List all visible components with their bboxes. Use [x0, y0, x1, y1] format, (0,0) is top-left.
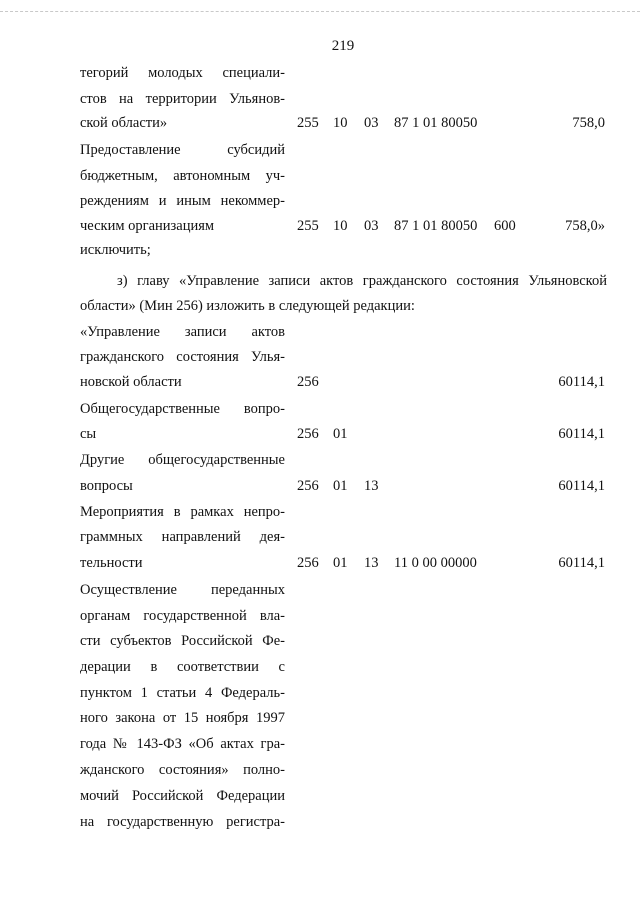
row-description-line: стов на территории Ульянов-: [80, 91, 285, 107]
row-description-line: граммных направлений дея-: [80, 529, 285, 545]
row-description-line: дерации в соответствии с: [80, 659, 285, 675]
row-description-line: бюджетным, автономным уч-: [80, 168, 285, 184]
row-description-line: ного закона от 15 ноября 1997: [80, 710, 285, 726]
row-description-line: года № 143-ФЗ «Об актах гра-: [80, 736, 285, 752]
cell-ved: 256: [297, 426, 319, 442]
row-description-line: пунктом 1 статьи 4 Федераль-: [80, 685, 285, 701]
row-description-line: мочий Российской Федерации: [80, 788, 285, 804]
cell-ved: 256: [297, 555, 319, 571]
row-description-line: ской области»: [80, 115, 168, 131]
row-description-line: жданского состояния» полно-: [80, 762, 285, 778]
row-description-line: Другие общегосударственные: [80, 452, 285, 468]
cell-pr: 03: [364, 115, 379, 131]
row-description-line: сы: [80, 426, 97, 442]
cell-ved: 256: [297, 478, 319, 494]
cell-vr: 600: [494, 218, 516, 234]
cell-pr: 13: [364, 478, 379, 494]
row-description-line: Предоставление субсидий: [80, 142, 285, 158]
cell-ved: 255: [297, 218, 319, 234]
cell-csr: 11 0 00 00000: [394, 555, 477, 571]
exclude-text: исключить;: [80, 242, 151, 258]
row-description-line: сти субъектов Российской Фе-: [80, 633, 285, 649]
cell-pr: 03: [364, 218, 379, 234]
row-description-line: вопросы: [80, 478, 133, 494]
row-description-line: Общегосударственные вопро-: [80, 401, 285, 417]
cell-rz: 01: [333, 478, 348, 494]
cell-rz: 10: [333, 218, 348, 234]
cell-rz: 10: [333, 115, 348, 131]
cell-sum: 60114,1: [558, 478, 605, 494]
cell-csr: 87 1 01 80050: [394, 115, 478, 131]
page-number: 219: [331, 38, 355, 54]
cell-sum: 60114,1: [558, 374, 605, 390]
row-description-line: Мероприятия в рамках непро-: [80, 504, 285, 520]
cell-csr: 87 1 01 80050: [394, 218, 478, 234]
cell-sum: 60114,1: [558, 426, 605, 442]
cell-ved: 255: [297, 115, 319, 131]
cell-rz: 01: [333, 426, 348, 442]
paragraph-line: области» (Мин 256) изложить в следующей редакции:: [80, 298, 415, 314]
row-description-line: ческим организациям: [80, 218, 215, 234]
row-description-line: «Управление записи актов: [80, 324, 285, 340]
paragraph-line: з) главу «Управление записи актов гражданского состояния Ульяновской: [117, 273, 607, 289]
row-description-line: органам государственной вла-: [80, 608, 285, 624]
row-description-line: тельности: [80, 555, 143, 571]
row-description-line: тегорий молодых специали-: [80, 65, 285, 81]
row-description-line: реждениям и иным некоммер-: [80, 193, 285, 209]
row-description-line: на государственную регистра-: [80, 814, 285, 830]
cell-ved: 256: [297, 374, 319, 390]
cell-sum: 60114,1: [558, 555, 605, 571]
row-description-line: Осуществление переданных: [80, 582, 285, 598]
row-description-line: новской области: [80, 374, 182, 390]
cell-sum: 758,0»: [565, 218, 605, 234]
cell-rz: 01: [333, 555, 348, 571]
row-description-line: гражданского состояния Улья-: [80, 349, 285, 365]
cell-pr: 13: [364, 555, 379, 571]
cell-sum: 758,0: [572, 115, 605, 131]
